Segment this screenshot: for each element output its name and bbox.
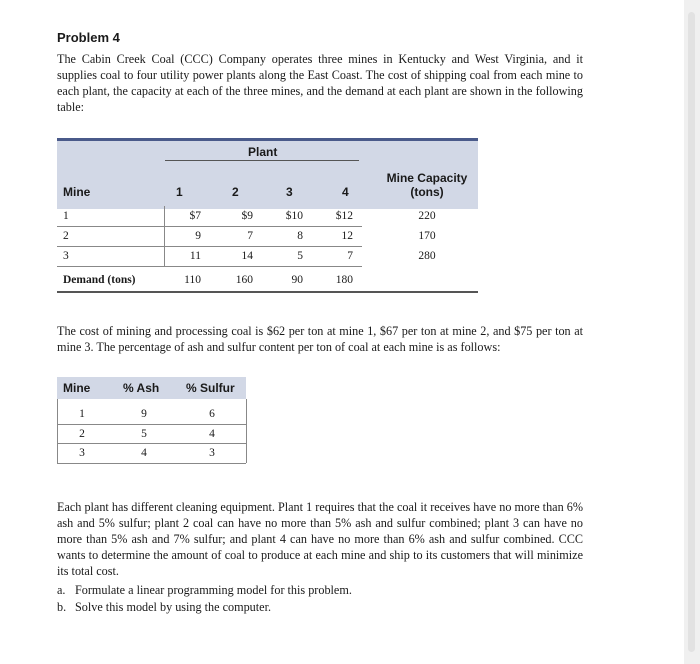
row-divider <box>57 246 362 247</box>
cost-cell: $10 <box>285 210 303 222</box>
mine-column-header: Mine <box>63 185 91 199</box>
capacity-cell: 170 <box>418 230 436 242</box>
cost-cell: 11 <box>189 250 201 262</box>
demand-label: Demand (tons) <box>63 274 136 286</box>
plant-2-header: 2 <box>232 185 239 199</box>
scrollbar-thumb[interactable] <box>688 12 695 652</box>
plant-4-header: 4 <box>342 185 349 199</box>
question-letter: b. <box>57 600 67 614</box>
ash-sulfur-table <box>57 377 246 463</box>
ash-cell: 9 <box>141 408 147 420</box>
capacity-header <box>377 171 477 199</box>
sulfur-column-header: % Sulfur <box>186 381 235 395</box>
mine-column-header: Mine <box>63 381 91 395</box>
cost-cell: 7 <box>347 250 353 262</box>
cost-cell: 12 <box>341 230 353 242</box>
ash-cell: 5 <box>141 428 147 440</box>
vertical-scrollbar[interactable] <box>684 0 700 664</box>
plant-header-rule <box>165 160 359 161</box>
cost-cell: 8 <box>297 230 303 242</box>
table-bottom-rule <box>57 291 478 293</box>
mine-label: 3 <box>63 250 69 262</box>
sulfur-cell: 4 <box>209 428 215 440</box>
capacity-cell: 220 <box>418 210 436 222</box>
problem-heading: Problem 4 <box>57 30 120 45</box>
intro-paragraph: The Cabin Creek Coal (CCC) Company operates three mines in Kentucky and West Virginia, and it supplies coal to four utility power plants along the East Coast. The cost of shipping coal from each mine to each plant, the capacity at each of the three mines, and the demand at each plant are shown in the following table: <box>57 52 583 114</box>
demand-cell: 180 <box>335 274 353 286</box>
mine-label: 2 <box>79 428 85 440</box>
mine-label: 1 <box>79 408 85 420</box>
ash-cell: 4 <box>141 447 147 459</box>
column-divider <box>246 399 247 463</box>
ash-column-header: % Ash <box>123 381 160 395</box>
shipping-cost-table <box>57 138 478 292</box>
row-divider <box>57 443 246 444</box>
plant-group-header: Plant <box>248 145 278 159</box>
question-a <box>57 582 583 599</box>
capacity-cell: 280 <box>418 250 436 262</box>
demand-cell: 160 <box>235 274 253 286</box>
row-divider <box>57 266 362 267</box>
question-letter: a. <box>57 583 66 597</box>
mine-label: 3 <box>79 447 85 459</box>
row-divider <box>57 226 362 227</box>
sulfur-cell: 6 <box>209 408 215 420</box>
mine-label: 2 <box>63 230 69 242</box>
question-text: Solve this model by using the computer. <box>75 600 271 614</box>
cost-cell: 14 <box>241 250 253 262</box>
cost-cell: 5 <box>297 250 303 262</box>
plant-1-header: 1 <box>176 185 183 199</box>
mining-cost-paragraph: The cost of mining and processing coal is $62 per ton at mine 1, $67 per ton at mine 2, and $75 per ton at mine 3. The percentage of ash and sulfur content per ton of coal at each mine is as follows: <box>57 324 583 354</box>
question-text: Formulate a linear programming model for this problem. <box>75 583 352 597</box>
row-divider <box>57 424 246 425</box>
cost-cell: $7 <box>189 210 201 222</box>
plant-3-header: 3 <box>286 185 293 199</box>
cost-cell: $9 <box>241 210 253 222</box>
capacity-header-line2: (tons) <box>410 185 444 199</box>
mine-label: 1 <box>63 210 69 222</box>
sulfur-cell: 3 <box>209 447 215 459</box>
capacity-header-line1: Mine Capacity <box>386 171 468 185</box>
questions-list <box>57 582 583 616</box>
cleaning-paragraph: Each plant has different cleaning equipment. Plant 1 requires that the coal it receives have no more than 6% ash and 5% sulfur; plant 2 coal can have no more than 5% ash and sulfur combined; plant 3 can have no more than 5% ash and 7% sulfur; and plant 4 can have no more than 6% ash and sulfur combined. CCC wants to determine the amount of coal to produce at each mine and ship to its customers that will minimize its total cost. <box>57 500 583 578</box>
cost-cell: $12 <box>335 210 353 222</box>
question-b <box>57 599 583 616</box>
row-divider <box>57 463 246 464</box>
cost-cell: 9 <box>195 230 201 242</box>
demand-cell: 110 <box>184 274 201 286</box>
demand-cell: 90 <box>291 274 303 286</box>
cost-cell: 7 <box>247 230 253 242</box>
